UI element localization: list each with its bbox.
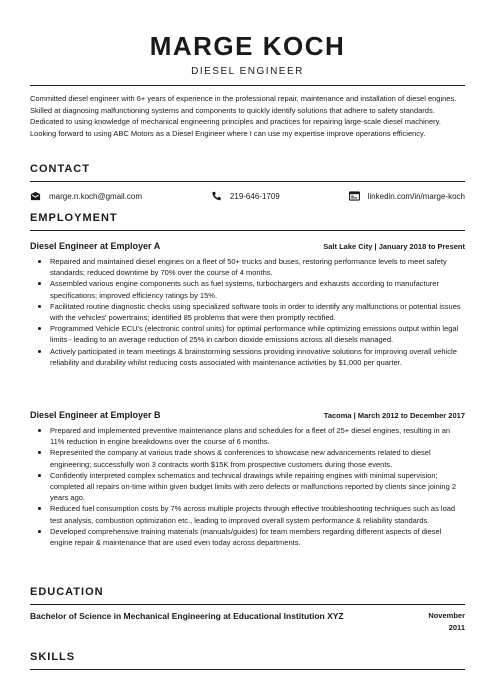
employment-divider [30, 230, 465, 231]
contact-heading: CONTACT [30, 163, 90, 175]
job-title: Diesel Engineer at Employer B [30, 410, 161, 420]
education-heading: EDUCATION [30, 586, 104, 598]
phone-text: 219-646-1709 [229, 191, 280, 201]
education-degree: Bachelor of Science in Mechanical Engineering at Educational Institution XYZ [30, 611, 344, 621]
education-year: 2011 [448, 623, 465, 632]
list-item: Facilitated routine diagnostic checks using specialized software tools in order to identify any malfunctions or potential issues with the vehicles' powertrains; identified 85 problems that were then promptly rectified. [30, 301, 465, 323]
skills-divider [30, 669, 465, 670]
list-item: Assembled various engine components such as fuel systems, turbochargers and exhausts according to manufacturer specifications; improved efficiency ratings by 15%. [30, 278, 465, 300]
list-item: Repaired and maintained diesel engines on a fleet of 50+ trucks and buses, restoring performance levels to meet safety standards; reduced downtime by 70% over the course of 4 months. [30, 256, 465, 278]
contact-linkedin[interactable] [349, 191, 465, 201]
list-item: Prepared and implemented preventive maintenance plans and schedules for a fleet of 25+ diesel engines, resulting in an 11% reduction in engine breakdowns over the course of 6 months. [30, 425, 465, 447]
job-entry [30, 410, 465, 548]
contact-row [30, 190, 465, 202]
education-divider [30, 604, 465, 605]
list-item: Confidently interpreted complex schematics and technical drawings while repairing engines with minimal supervision; completed all repairs on-time within given budget limits with zero defects or malfunctions reported by clients since joining 2 years ago. [30, 470, 465, 504]
job-bullets [30, 425, 465, 548]
employment-heading: EMPLOYMENT [30, 212, 118, 224]
contact-divider [30, 181, 465, 182]
list-item: Programmed Vehicle ECU's (electronic control units) for optimal performance while optimizing emissions output within legal limits - leading to an average reduction of 25% in carbon dioxide emissions across all diesels managed. [30, 323, 465, 345]
contact-section [30, 163, 465, 202]
contact-email[interactable] [30, 191, 142, 201]
job-location-dates: Tacoma | March 2012 to December 2017 [323, 411, 465, 420]
education-date [428, 610, 465, 634]
job-bullets [30, 256, 465, 368]
phone-icon [211, 191, 222, 201]
list-item: Reduced fuel consumption costs by 7% across multiple projects through effective troubleshooting techniques such as load test analysis, combustion optimization etc., leading to improved overall system performance & reliability standards. [30, 503, 465, 525]
list-item: Actively participated in team meetings & brainstorming sessions providing innovative solutions for improving overall vehicle reliability and durability whilst reducing costs associated with maintenance activities by $1,000 per quarter. [30, 346, 465, 368]
skills-heading: SKILLS [30, 651, 76, 663]
id-card-icon [349, 191, 360, 201]
job-title: Diesel Engineer at Employer A [30, 241, 161, 251]
education-entry [30, 610, 465, 634]
linkedin-text: linkedin.com/in/marge-koch [367, 191, 465, 201]
job-header [30, 410, 465, 420]
job-entry [30, 241, 465, 368]
email-text: marge.n.koch@gmail.com [49, 191, 143, 201]
job-header [30, 241, 465, 251]
envelope-icon [30, 191, 41, 201]
list-item: Represented the company at various trade shows & conferences to showcase new advancements related to diesel engineering; successfully won 3 contracts worth $15K from prospective customers during those events. [30, 447, 465, 469]
candidate-name: MARGE KOCH [149, 31, 346, 61]
skills-section [30, 651, 465, 670]
employment-section [30, 212, 465, 368]
header-divider [30, 85, 465, 86]
job-location-dates: Salt Lake City | January 2018 to Present [323, 242, 465, 251]
education-section [30, 586, 465, 634]
candidate-role: DIESEL ENGINEER [191, 66, 304, 77]
contact-phone[interactable] [211, 191, 280, 201]
list-item: Developed comprehensive training materials (manuals/guides) for team members regarding different aspects of diesel engine repair & maintenance that are used even today across departments. [30, 526, 465, 548]
education-month: November [428, 611, 465, 620]
summary-paragraph: Committed diesel engineer with 6+ years of experience in the professional repair, maintenance and installation of diesel engines. Skilled at diagnosing malfunctioning systems and components to quickly identify solutions that adhere to safety standards. Dedicated to using knowledge of mechanical engineering principles and practices for repairing large-scale diesel machinery. Looking forward to using ABC Motors as a Diesel Engineer where I can use my expertise improve operations efficiency. [30, 94, 457, 138]
